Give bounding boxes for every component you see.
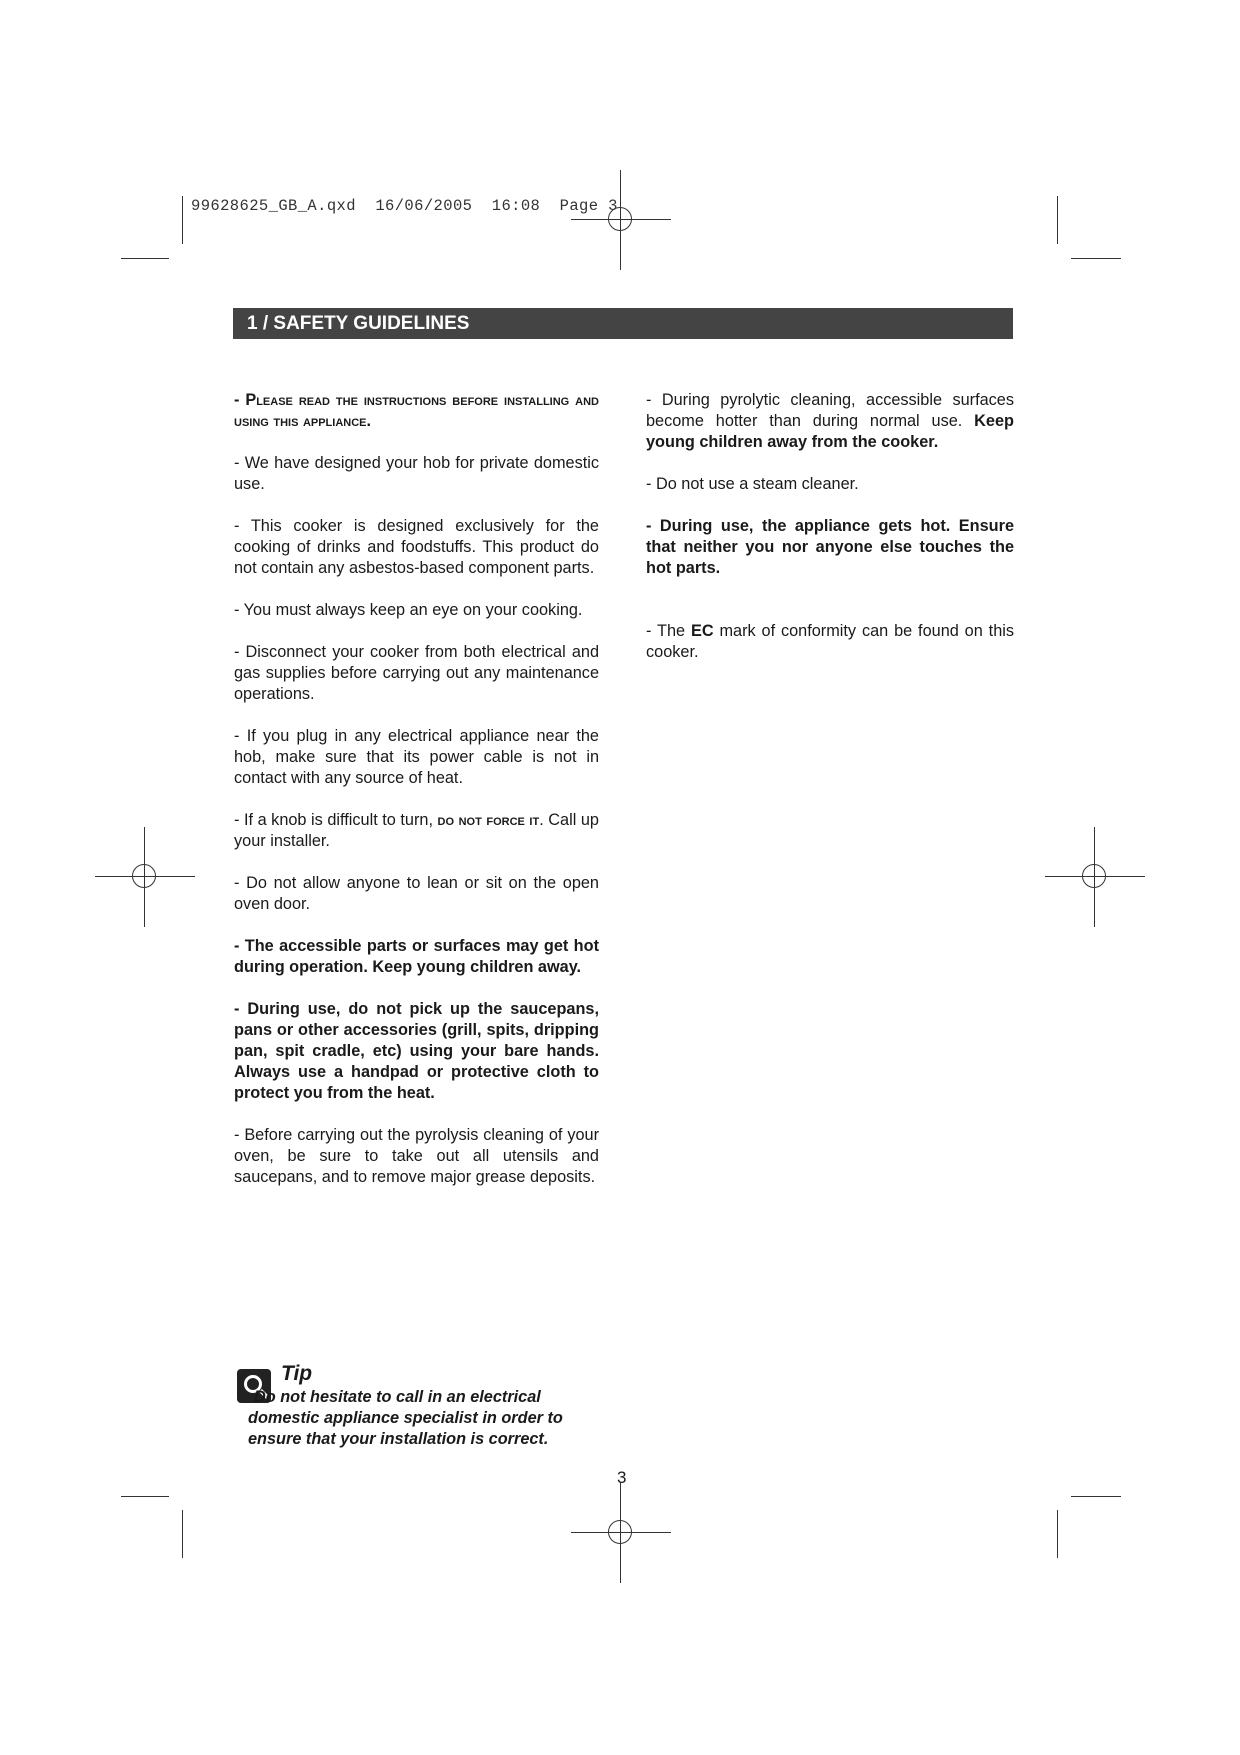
safety-item: - Do not allow anyone to lean or sit on the open oven door. <box>234 874 599 913</box>
emphasis-text: Keep young children away from the cooker. <box>646 412 1014 451</box>
page-number: 3 <box>617 1468 627 1487</box>
safety-item: - Please read the instructions before installing and using this appliance. <box>234 391 599 430</box>
safety-item: - Before carrying out the pyrolysis cleaning of your oven, be sure to take out all utensils and saucepans, and to remove major grease deposits. <box>234 1126 599 1186</box>
safety-item-warning: - During use, the appliance gets hot. Ensure that neither you nor anyone else touches the hot parts. <box>646 517 1014 577</box>
safety-item: - Disconnect your cooker from both electrical and gas supplies before carrying out any maintenance operations. <box>234 643 599 703</box>
safety-item: - If you plug in any electrical appliance near the hob, make sure that its power cable is not in contact with any source of heat. <box>234 727 599 787</box>
crop-mark <box>121 258 169 259</box>
section-header: 1 / SAFETY GUIDELINES <box>233 308 1013 339</box>
crop-mark <box>1057 196 1058 244</box>
safety-item-warning: - During use, do not pick up the saucepans, pans or other accessories (grill, spits, dripping pan, spit cradle, etc) using your bare hands. Always use a handpad or protective cloth to protect you from the heat. <box>234 1000 599 1102</box>
tip-title: Tip <box>281 1362 313 1385</box>
safety-item: - You must always keep an eye on your cooking. <box>234 601 583 619</box>
registration-mark-right <box>1045 827 1145 927</box>
safety-item-warning: - The accessible parts or surfaces may get hot during operation. Keep young children away. <box>234 937 599 976</box>
crop-mark <box>182 196 183 244</box>
registration-mark-top <box>571 170 671 270</box>
safety-item: - We have designed your hob for private domestic use. <box>234 454 599 493</box>
registration-mark-bottom <box>571 1483 671 1583</box>
safety-item: - This cooker is designed exclusively for the cooking of drinks and foodstuffs. This product do not contain any asbestos-based component parts. <box>234 517 599 577</box>
crop-mark <box>182 1510 183 1558</box>
crop-mark <box>121 1496 169 1497</box>
crop-mark <box>1071 1496 1121 1497</box>
crop-mark <box>1057 1510 1058 1558</box>
safety-item: - During pyrolytic cleaning, accessible surfaces become hotter than during normal use. Keep young children away from the cooker. <box>646 391 1014 451</box>
safety-item: - The EC mark of conformity can be found on this cooker. <box>646 622 1015 661</box>
print-slug: 99628625_GB_A.qxd 16/06/2005 16:08 Page 3 <box>191 197 618 215</box>
emphasis-text: do not force it <box>437 811 540 829</box>
crop-mark <box>1071 258 1121 259</box>
tip-text: Do not hesitate to call in an electrical domestic appliance specialist in order to ensure that your installation is correct. <box>248 1388 563 1448</box>
registration-mark-left <box>95 827 195 927</box>
left-column <box>234 390 599 1209</box>
ec-mark-text: EC <box>690 622 714 640</box>
safety-item: - If a knob is difficult to turn, do not force it. Call up your installer. <box>234 811 599 850</box>
right-column <box>646 390 1014 684</box>
safety-item: - Do not use a steam cleaner. <box>646 475 859 493</box>
